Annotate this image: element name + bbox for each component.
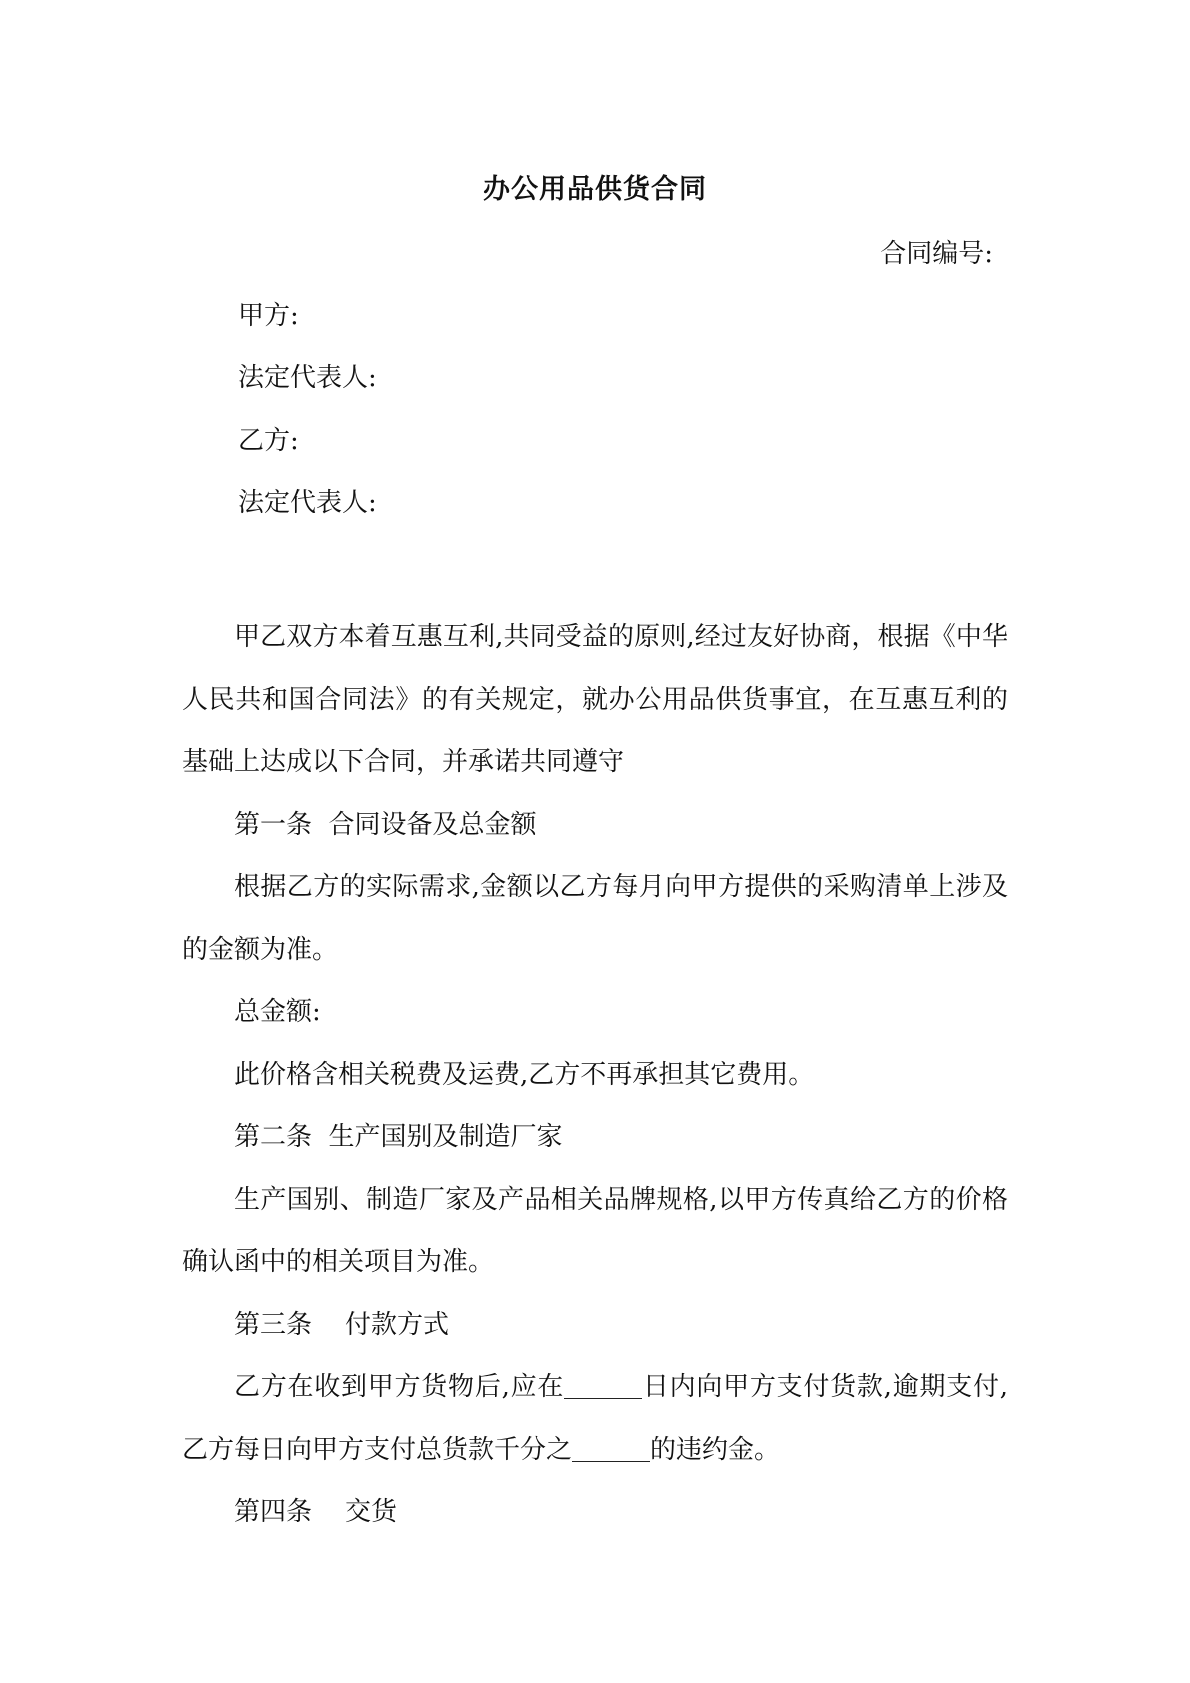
price-note-paragraph: 此价格含相关税费及运费,乙方不再承担其它费用。 [234, 1059, 815, 1090]
article-3-text-part-1: 乙方在收到甲方货物后,应在 [234, 1372, 565, 1402]
total-amount-label: 总金额: [234, 997, 321, 1027]
article-3-text-part-2: 日内向甲方支付货款,逾期支付,乙方每日向甲方支付总货款千分之 [182, 1372, 1008, 1465]
party-a-label: 甲方: [238, 301, 299, 331]
party-b-representative-label: 法定代表人: [238, 488, 377, 518]
article-2-heading: 第二条 生产国别及制造厂家 [234, 1122, 563, 1152]
party-b-label: 乙方: [238, 426, 299, 456]
article-4-heading: 第四条 交货 [234, 1497, 398, 1527]
article-3-heading: 第三条 付款方式 [234, 1309, 450, 1340]
article-3-paragraph [182, 1356, 1008, 1481]
article-2-paragraph: 生产国别、制造厂家及产品相关品牌规格,以甲方传真给乙方的价格确认函中的相关项目为准。 [182, 1184, 1008, 1277]
contract-body [182, 606, 1008, 1544]
intro-paragraph: 甲乙双方本着互惠互利,共同受益的原则,经过友好协商，根据《中华人民共和国合同法》的有关规定，就办公用品供货事宜，在互惠互利的基础上达成以下合同，并承诺共同遵守 [182, 622, 1008, 777]
article-3-text-part-3: 的违约金。 [650, 1434, 781, 1465]
party-a-representative-label: 法定代表人: [238, 363, 377, 393]
document-title: 办公用品供货合同 [483, 174, 707, 205]
penalty-rate-blank [572, 1435, 650, 1462]
contract-number-label: 合同编号: [880, 239, 993, 269]
payment-days-blank [564, 1372, 642, 1399]
article-1-paragraph: 根据乙方的实际需求,金额以乙方每月向甲方提供的采购清单上涉及的金额为准。 [182, 872, 1008, 965]
article-1-heading: 第一条 合同设备及总金额 [234, 809, 537, 840]
